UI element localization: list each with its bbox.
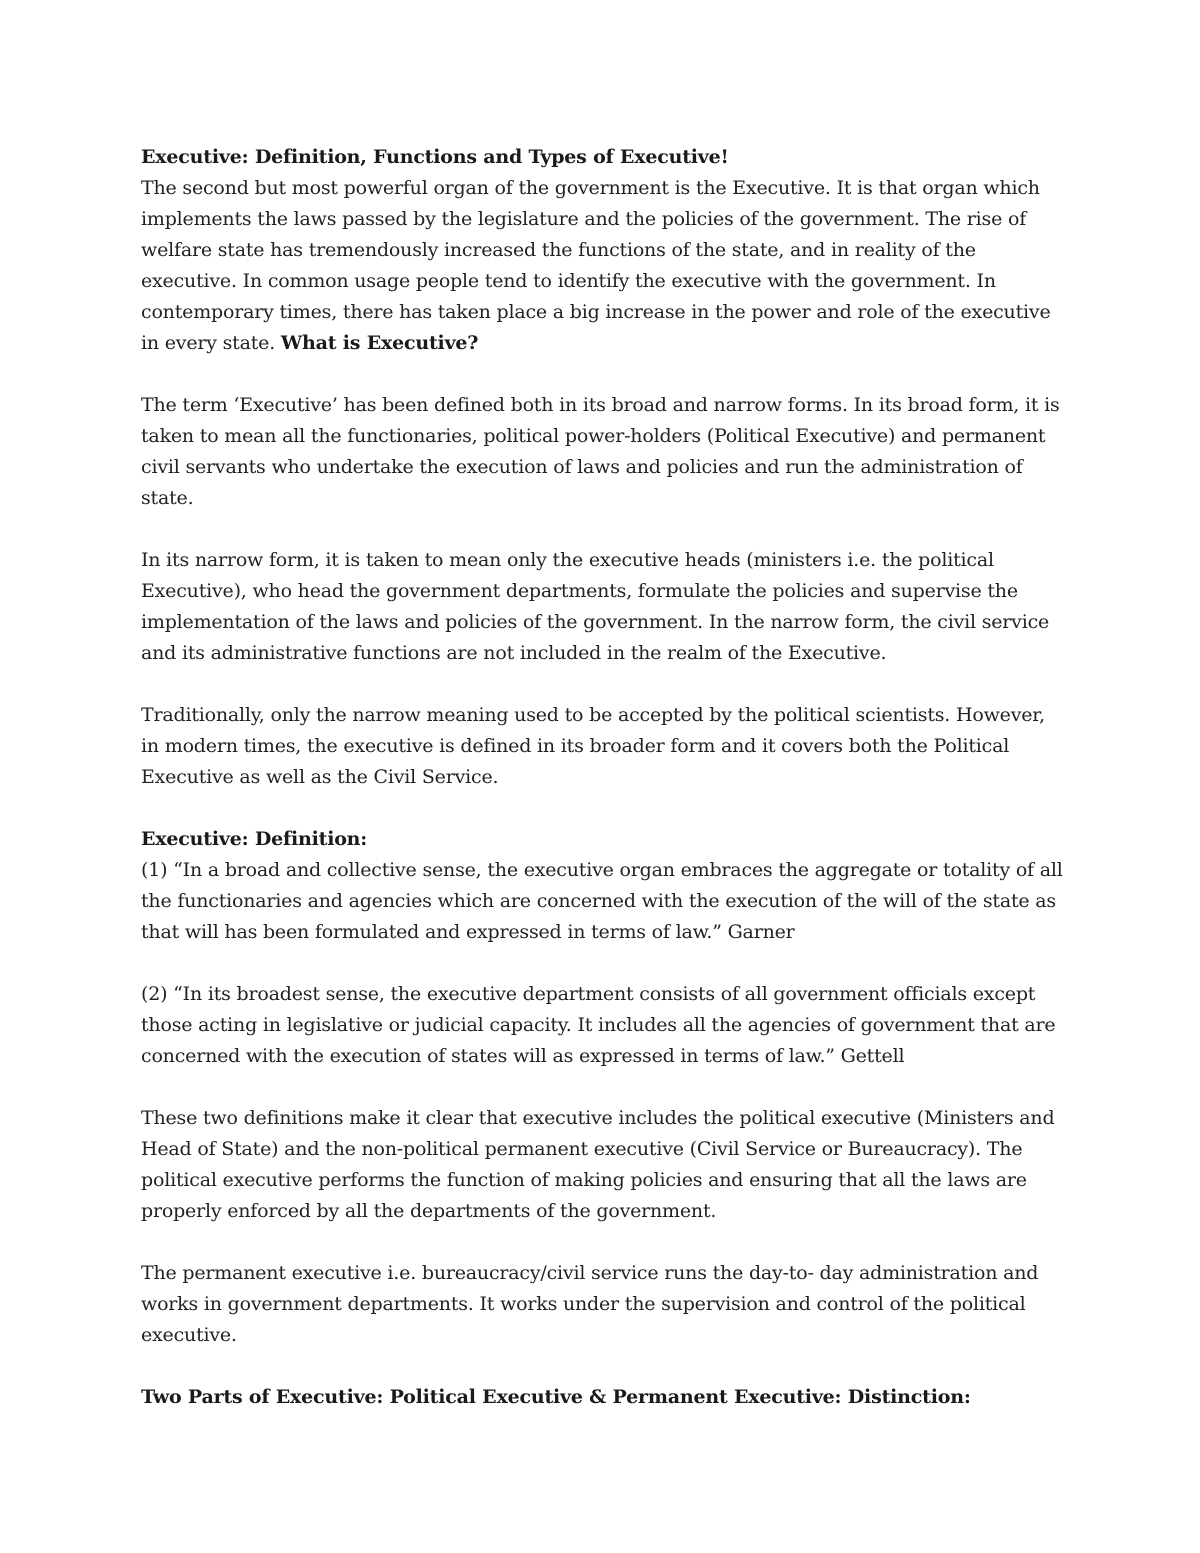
document-title: Executive: Definition, Functions and Types of Executive! — [141, 146, 729, 168]
traditional-meaning-paragraph: Traditionally, only the narrow meaning used to be accepted by the political scientists. However, in modern times, the executive is defined in its broader form and it covers both the Political Executive as well as the Civil Service. — [141, 704, 1045, 788]
two-parts-heading: Two Parts of Executive: Political Executive & Permanent Executive: Distinction: — [141, 1386, 971, 1408]
intro-text: The second but most powerful organ of the government is the Executive. It is that organ which implements the laws passed by the legislature and the policies of the government. The rise of welfare state has tremendously increased the functions of the state, and in reality of the executive. In common usage people tend to identify the executive with the government. In contemporary times, there has taken place a big increase in the power and role of the executive in every state. — [141, 177, 1051, 354]
permanent-executive-paragraph: The permanent executive i.e. bureaucracy/civil service runs the day-to- day administration and works in government departments. It works under the supervision and control of the political executive. — [141, 1262, 1039, 1346]
narrow-form-paragraph: In its narrow form, it is taken to mean only the executive heads (ministers i.e. the political Executive), who head the government departments, formulate the policies and supervise the implementation of the laws and policies of the government. In the narrow form, the civil service and its administrative functions are not included in the realm of the Executive. — [141, 549, 1050, 664]
definition-gettell: (2) “In its broadest sense, the executive department consists of all government officials except those acting in legislative or judicial capacity. It includes all the agencies of government that are concerned with the execution of states will as expressed in terms of law.” Gettell — [141, 983, 1056, 1067]
intro-paragraph — [141, 173, 1066, 359]
definition-garner: (1) “In a broad and collective sense, the executive organ embraces the aggregate or totality of all the functionaries and agencies which are concerned with the execution of the will of the state as that will has been formulated and expressed in terms of law.” Garner — [141, 859, 1063, 943]
document-page — [141, 142, 1066, 1444]
two-definitions-paragraph: These two definitions make it clear that executive includes the political executive (Ministers and Head of State) and the non-political permanent executive (Civil Service or Bureaucracy). The political executive performs the function of making policies and ensuring that all the laws are properly enforced by all the departments of the government. — [141, 1107, 1055, 1222]
broad-form-paragraph: The term ‘Executive’ has been defined both in its broad and narrow forms. In its broad form, it is taken to mean all the functionaries, political power-holders (Political Executive) and permanent civil servants who undertake the execution of laws and policies and run the administration of state. — [141, 394, 1060, 509]
what-is-executive-heading: What is Executive? — [280, 332, 479, 354]
definition-heading: Executive: Definition: — [141, 828, 368, 850]
